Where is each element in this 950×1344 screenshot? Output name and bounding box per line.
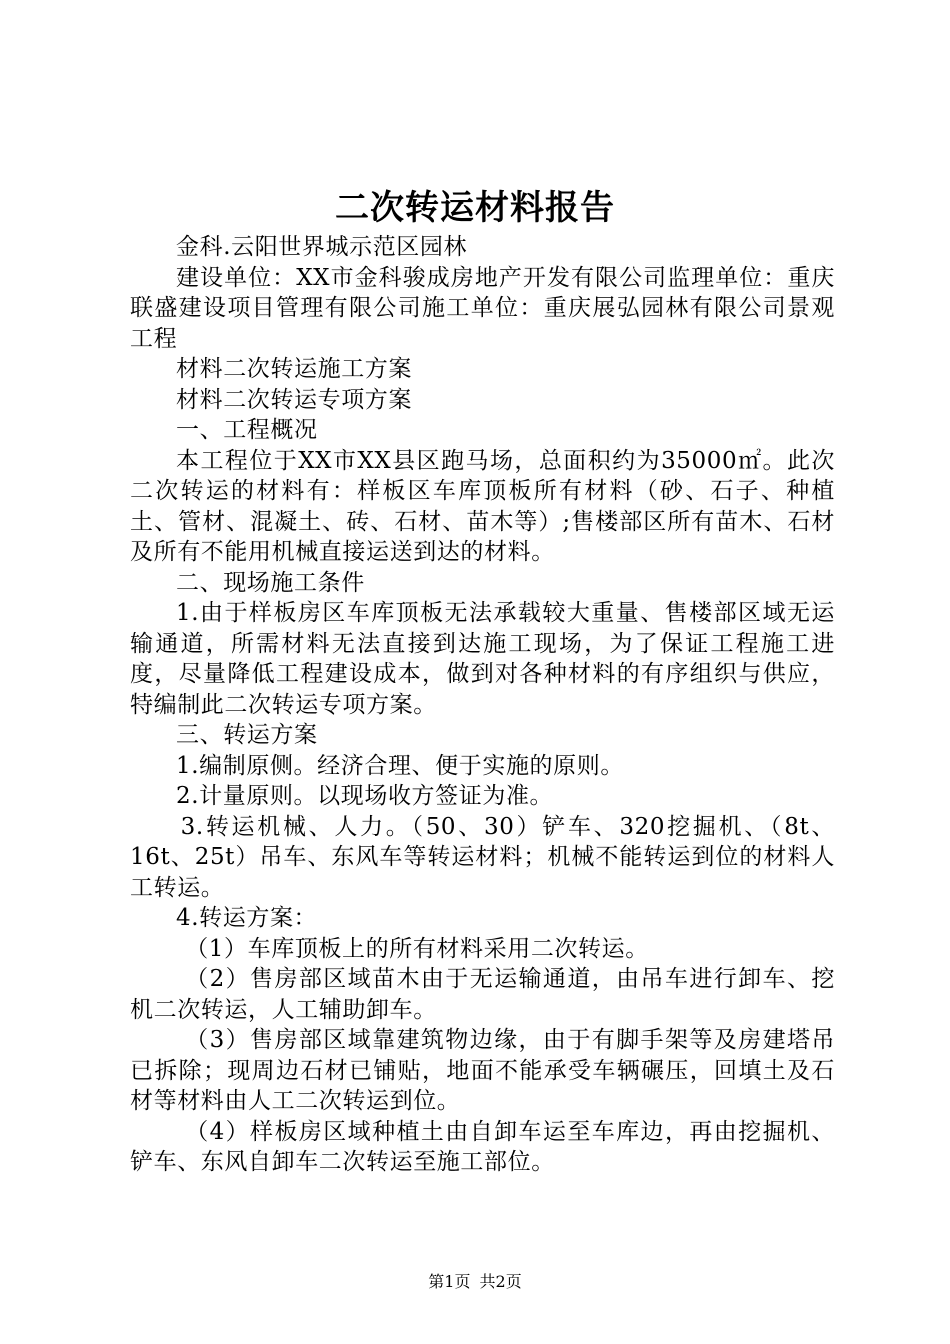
- paragraph-subitem-1: （1）车库顶板上的所有材料采用二次转运。: [185, 935, 649, 962]
- section-heading-overview: 一、工程概况: [176, 417, 318, 443]
- section-heading-conditions: 二、现场施工条件: [176, 569, 365, 596]
- document-title: 二次转运材料报告: [335, 188, 615, 228]
- paragraph-conditions: 1.由于样板房区车库顶板无法承载较大重量、售楼部区域无运输通道，所需材料无法直接到达施工现场，为了保证工程施工进度，尽量降低工程建设成本，做到对各种材料的有序组织与供应，特编制此二次转运专项方案。: [130, 600, 835, 718]
- page-number: 第1页: [428, 1272, 471, 1291]
- paragraph-plan-item-1: 1.编制原侧。经济合理、便于实施的原则。: [176, 752, 624, 779]
- paragraph-project-name: 金科.云阳世界城示范区园林: [176, 234, 468, 260]
- section-heading-plan: 三、转运方案: [176, 722, 318, 748]
- paragraph-plan-item-3: 3.转运机械、人力。（50、30）铲车、320挖掘机、（8t、16t、25t）吊车、东风车等转运材料；机械不能转运到位的材料人工转运。: [130, 813, 835, 901]
- paragraph-special-plan: 材料二次转运专项方案: [176, 386, 412, 413]
- paragraph-plan-item-4: 4.转运方案：: [176, 905, 318, 931]
- page-total: 共2页: [479, 1272, 522, 1291]
- paragraph-subitem-4: （4）样板房区域种植土由自卸车运至车库边，再由挖掘机、铲车、东风自卸车二次转运至施工部位。: [130, 1118, 835, 1175]
- paragraph-subitem-2: （2）售房部区域苗木由于无运输通道，由吊车进行卸车、挖机二次转运，人工辅助卸车。: [130, 966, 835, 1023]
- paragraph-construction-plan: 材料二次转运施工方案: [176, 356, 412, 382]
- paragraph-plan-item-2: 2.计量原则。以现场收方签证为准。: [176, 783, 554, 809]
- paragraph-units: 建设单位：XX市金科骏成房地产开发有限公司监理单位：重庆联盛建设项目管理有限公司施工单位：重庆展弘园林有限公司景观工程: [130, 264, 835, 352]
- paragraph-subitem-3: （3）售房部区域靠建筑物边缘，由于有脚手架等及房建塔吊已拆除；现周边石材已铺贴，地面不能承受车辆碾压，回填土及石材等材料由人工二次转运到位。: [130, 1027, 835, 1114]
- paragraph-overview: 本工程位于XX市XX县区跑马场，总面积约为35000㎡。此次二次转运的材料有：样板区车库顶板所有材料（砂、石子、种植土、管材、混凝土、砖、石材、苗木等）;售楼部区所有苗木、石材及所有不能用机械直接运送到达的材料。: [130, 447, 835, 565]
- page-footer: [0, 1271, 950, 1293]
- document-body: [130, 232, 835, 1178]
